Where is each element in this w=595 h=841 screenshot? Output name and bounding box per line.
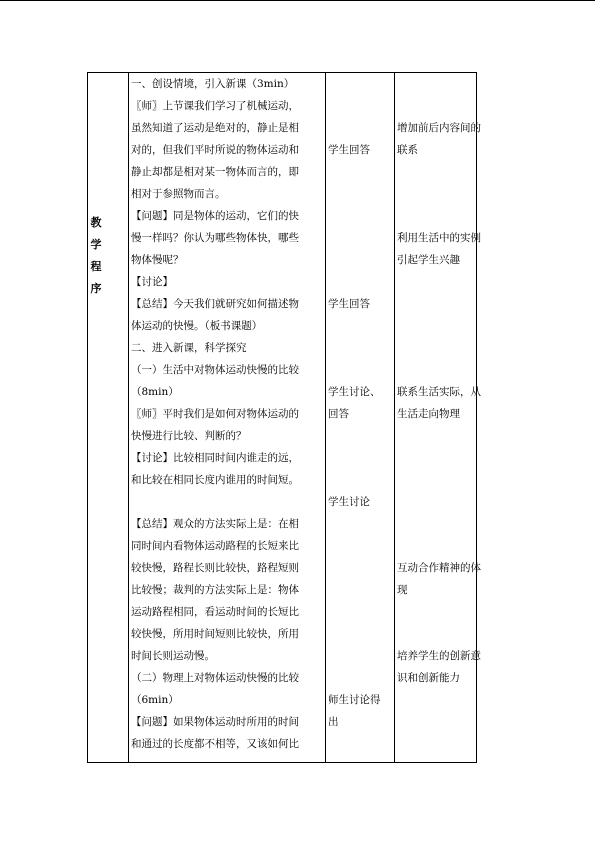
content-line: 对的，但我们平时所说的物体运动和 bbox=[131, 144, 299, 156]
content-line: 【讨论】比较相同时间内谁走的远， bbox=[131, 452, 299, 464]
content-line: 运动路程相同，看运动时间的长短比 bbox=[131, 606, 299, 618]
content-line: （一）生活中对物体运动快慢的比较 bbox=[131, 364, 299, 376]
content-line: 【讨论】 bbox=[131, 276, 173, 288]
page-top-rule bbox=[0, 0, 595, 1]
table-bottom-border bbox=[87, 762, 477, 763]
content-line: 二、进入新课，科学探究 bbox=[131, 342, 247, 354]
content-line: （二）物理上对物体运动快慢的比较 bbox=[131, 672, 299, 684]
content-line: 一、创设情境，引入新课（3min） bbox=[131, 78, 295, 90]
design-intent-text: 生活走向物理 bbox=[397, 408, 460, 420]
content-line: 和通过的长度都不相等，又该如何比 bbox=[131, 738, 299, 750]
design-intent-text: 识和创新能力 bbox=[397, 672, 460, 684]
student-activity-text: 学生讨论 bbox=[328, 496, 370, 508]
design-intent-text: 现 bbox=[397, 584, 408, 596]
design-intent-text: 联系 bbox=[397, 144, 418, 156]
content-line: 时间长则运动慢。 bbox=[131, 650, 215, 662]
content-line: 和比较在相同长度内谁用的时间短。 bbox=[131, 474, 299, 486]
content-line: 〖师〗平时我们是如何对物体运动的 bbox=[131, 408, 299, 420]
design-intent-text: 联系生活实际，从 bbox=[397, 386, 481, 398]
column-divider-1 bbox=[128, 72, 129, 763]
content-line: 同时间内看物体运动路程的长短来比 bbox=[131, 540, 299, 552]
content-line: 【问题】如果物体运动时所用的时间 bbox=[131, 716, 299, 728]
section-label-column bbox=[88, 72, 128, 763]
content-line: 比较慢；裁判的方法实际上是：物体 bbox=[131, 584, 299, 596]
student-activity-text: 回答 bbox=[328, 408, 349, 420]
teaching-content-column bbox=[131, 73, 325, 755]
content-line: 【总结】今天我们就研究如何描述物 bbox=[131, 298, 299, 310]
column-divider-3 bbox=[394, 72, 395, 763]
student-activity-text: 出 bbox=[328, 716, 339, 728]
section-label-char: 程 bbox=[90, 260, 102, 273]
content-line: 【问题】同是物体的运动，它们的快 bbox=[131, 210, 299, 222]
section-label-char: 学 bbox=[90, 238, 102, 251]
content-line: 较快慢，路程长则比较快，路程短则 bbox=[131, 562, 299, 574]
content-line: 〖师〗上节课我们学习了机械运动， bbox=[131, 100, 299, 112]
column-divider-2 bbox=[325, 72, 326, 763]
content-line: 快慢进行比较、判断的？ bbox=[131, 430, 247, 442]
content-line: 【总结】观众的方法实际上是：在相 bbox=[131, 518, 299, 530]
student-activity-text: 学生回答 bbox=[328, 144, 370, 156]
lesson-plan-table bbox=[87, 72, 481, 763]
content-line bbox=[131, 491, 325, 513]
content-line: 虽然知道了运动是绝对的，静止是相 bbox=[131, 122, 299, 134]
section-label-char: 序 bbox=[90, 282, 102, 295]
design-intent-text: 利用生活中的实例 bbox=[397, 232, 481, 244]
content-line: 相对于参照物而言。 bbox=[131, 188, 226, 200]
section-label-char: 教 bbox=[90, 216, 102, 229]
design-intent-text: 引起学生兴趣 bbox=[397, 254, 460, 266]
design-intent-text: 培养学生的创新意 bbox=[397, 650, 481, 662]
design-intent-text: 互动合作精神的体 bbox=[397, 562, 481, 574]
content-line: 较快慢，所用时间短则比较快，所用 bbox=[131, 628, 299, 640]
student-activity-text: 师生讨论得 bbox=[328, 694, 381, 706]
student-activity-text: 学生回答 bbox=[328, 298, 370, 310]
content-line: 静止却都是相对某一物体而言的，即 bbox=[131, 166, 299, 178]
design-intent-text: 增加前后内容间的 bbox=[397, 122, 481, 134]
content-line: 物体慢呢？ bbox=[131, 254, 184, 266]
section-label bbox=[88, 212, 104, 300]
content-line: 体运动的快慢。（板书课题） bbox=[131, 320, 263, 332]
content-line: （8min） bbox=[131, 386, 179, 398]
content-line: 慢一样吗？你认为哪些物体快，哪些 bbox=[131, 232, 299, 244]
student-activity-text: 学生讨论、 bbox=[328, 386, 381, 398]
content-line: （6min） bbox=[131, 694, 179, 706]
